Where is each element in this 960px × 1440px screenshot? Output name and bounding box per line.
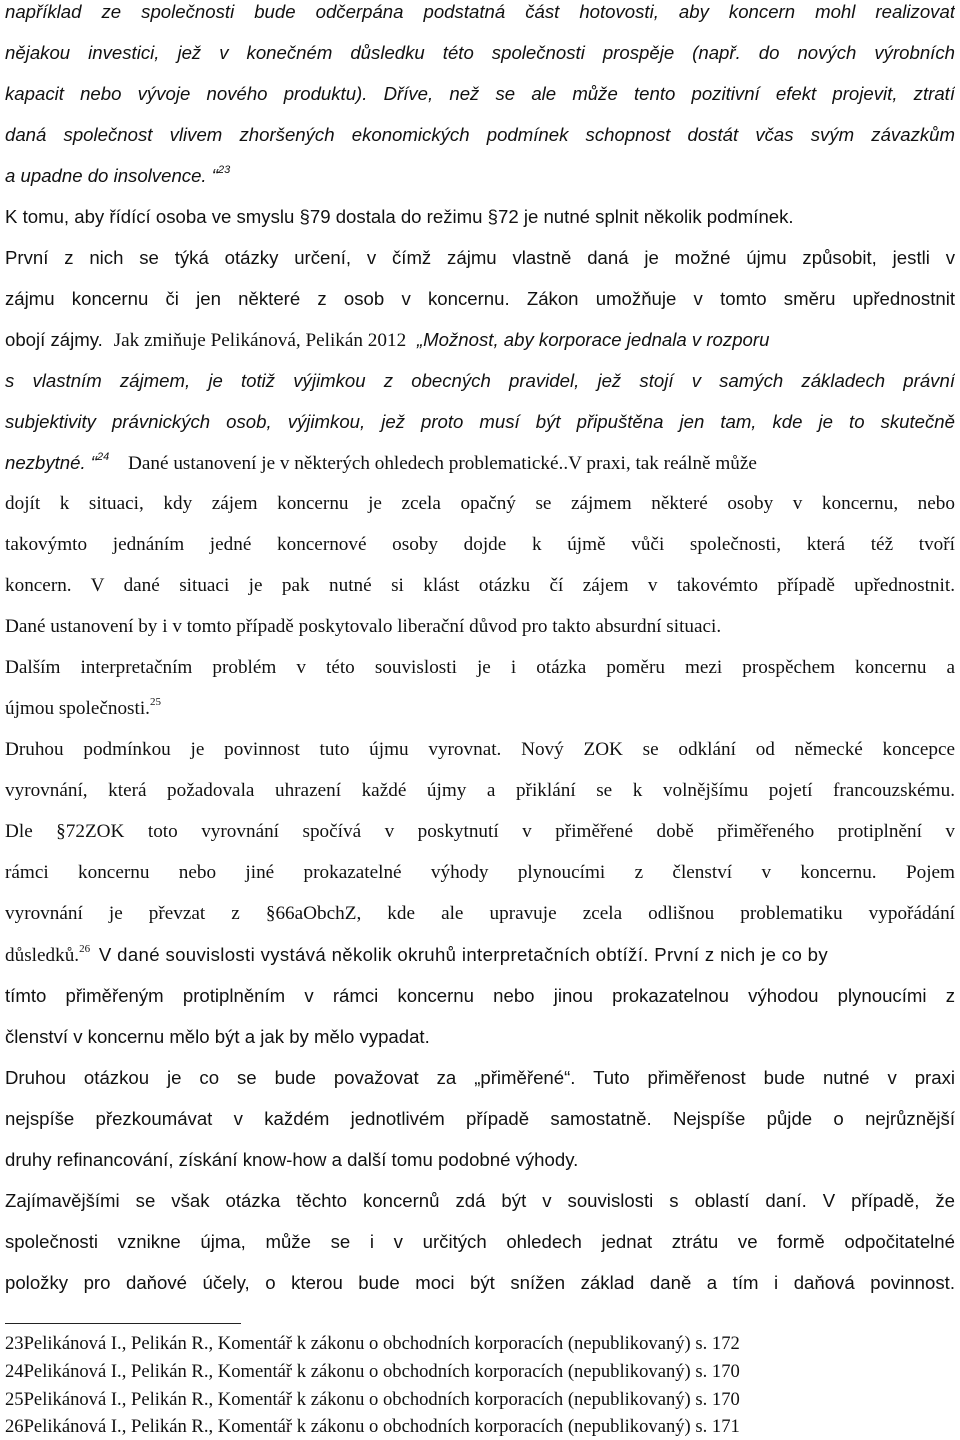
body-line: Dalším interpretačním problém v této souvislosti je i otázka poměru mezi prospěchem koncernu a: [5, 657, 955, 678]
body-line: [5, 164, 955, 188]
body-line: Druhou otázkou je co se bude považovat za „přiměřené“. Tuto přiměřenost bude nutné v praxi: [5, 1067, 955, 1088]
footnote-divider: [5, 1323, 241, 1324]
footnote: 26Pelikánová I., Pelikán R., Komentář k zákonu o obchodních korporacích (nepublikovaný) s. 171: [5, 1416, 740, 1437]
body-line: Dle §72ZOK toto vyrovnání spočívá v poskytnutí v přiměřené době přiměřeného protiplnění v: [5, 821, 955, 842]
body-line: [5, 697, 955, 721]
body-line: rámci koncernu nebo jiné prokazatelné výhody plynoucími z členství v koncernu. Pojem: [5, 862, 955, 883]
body-line: druhy refinancování, získání know-how a další tomu podobné výhody.: [5, 1149, 579, 1170]
footnote-ref: 25: [149, 696, 161, 708]
body-text: újmou společnosti.: [5, 698, 150, 719]
body-line: daná společnost vlivem zhoršených ekonomických podmínek schopnost dostát včas svým závazkům: [5, 124, 955, 145]
footnote-ref: “$^{24}$: [85, 451, 110, 473]
body-line: takovýmto jednáním jedné koncernové osoby dojde k újmě vůči společnosti, která též tvoří: [5, 534, 955, 555]
body-text: Jak zmiňuje Pelikánová, Pelikán 2012: [113, 330, 407, 351]
body-line: tímto přiměřeným protiplněním v rámci koncernu nebo jinou prokazatelnou výhodou plynoucími z: [5, 985, 955, 1006]
body-line: zájmu koncernu či jen některé z osob v koncernu. Zákon umožňuje v tomto směru upřednostnit: [5, 288, 955, 309]
body-line: vyrovnání, která požadovala uhrazení každé újmy a přiklání se k volnějšímu pojetí francouzskému.: [5, 780, 955, 801]
body-line: nejspíše přezkoumávat v každém jednotlivém případě samostatně. Nejspíše půjde o nejrůznější: [5, 1108, 955, 1129]
body-text: Dané ustanovení je v některých ohledech problematické..V praxi, tak reálně může: [128, 453, 757, 474]
body-line: První z nich se týká otázky určení, v čímž zájmu vlastně daná je možné újmu způsobit, jestli v: [5, 247, 955, 268]
body-text: důsledků.: [5, 945, 80, 966]
body-line: [5, 328, 955, 353]
body-line: společnosti vznikne újma, může se i v určitých ohledech jednat ztrátu ve formě odpočitatelné: [5, 1231, 955, 1252]
body-line: [5, 943, 955, 968]
footnote: 23Pelikánová I., Pelikán R., Komentář k zákonu o obchodních korporacích (nepublikovaný) s. 172: [5, 1333, 740, 1354]
footnote-ref: “$^{23}$: [206, 164, 231, 186]
body-line: položky pro daňové účely, o kterou bude moci být snížen základ daně a tím i daňová povinnost.: [5, 1272, 955, 1293]
body-text: „Možnost, aby korporace jednala v rozporu: [416, 329, 770, 350]
footnote: 24Pelikánová I., Pelikán R., Komentář k zákonu o obchodních korporacích (nepublikovaný) s. 170: [5, 1361, 740, 1382]
body-text: V dané souvislosti vystává několik okruhů interpretačních obtíží. První z nich je co by: [98, 944, 828, 965]
footnote: 25Pelikánová I., Pelikán R., Komentář k zákonu o obchodních korporacích (nepublikovaný) s. 170: [5, 1389, 740, 1410]
body-line: s vlastním zájmem, je totiž výjimkou z obecných pravidel, jež stojí v samých základech právní: [5, 370, 955, 391]
body-line: kapacit nebo vývoje nového produktu). Dříve, než se ale může tento pozitivní efekt projevit, ztratí: [5, 83, 955, 104]
body-line: subjektivity právnických osob, výjimkou, jež proto musí být připuštěna jen tam, kde je to skutečně: [5, 411, 955, 432]
body-line: Zajímavějšími se však otázka těchto koncernů zdá být v souvislosti s oblastí daní. V případě, že: [5, 1190, 955, 1211]
body-line: koncern. V dané situaci je pak nutné si klást otázku čí zájem v takovémto případě upřednostnit.: [5, 575, 955, 596]
body-line: například ze společnosti bude odčerpána podstatná část hotovosti, aby koncern mohl realizovat: [5, 1, 955, 22]
body-line: členství v koncernu mělo být a jak by mělo vypadat.: [5, 1026, 430, 1047]
body-line: [5, 451, 955, 476]
body-line: Dané ustanovení by i v tomto případě poskytovalo liberační důvod pro takto absurdní situaci.: [5, 616, 722, 637]
footnote-ref: 26: [79, 943, 91, 955]
body-text: a upadne do insolvence.: [5, 165, 207, 186]
body-text: nezbytné.: [5, 452, 86, 473]
body-line: nějakou investici, jež v konečném důsledku této společnosti prospěje (např. do nových výrobních: [5, 42, 955, 63]
body-line: dojít k situaci, kdy zájem koncernu je zcela opačný se zájmem některé osoby v koncernu, nebo: [5, 493, 955, 514]
body-line: Druhou podmínkou je povinnost tuto újmu vyrovnat. Nový ZOK se odklání od německé koncepce: [5, 739, 955, 760]
body-text: obojí zájmy.: [5, 329, 103, 350]
body-line: vyrovnání je převzat z §66aObchZ, kde ale upravuje zcela odlišnou problematiku vypořádání: [5, 903, 955, 924]
body-line: K tomu, aby řídící osoba ve smyslu §79 dostala do režimu §72 je nutné splnit několik podmínek.: [5, 206, 794, 227]
